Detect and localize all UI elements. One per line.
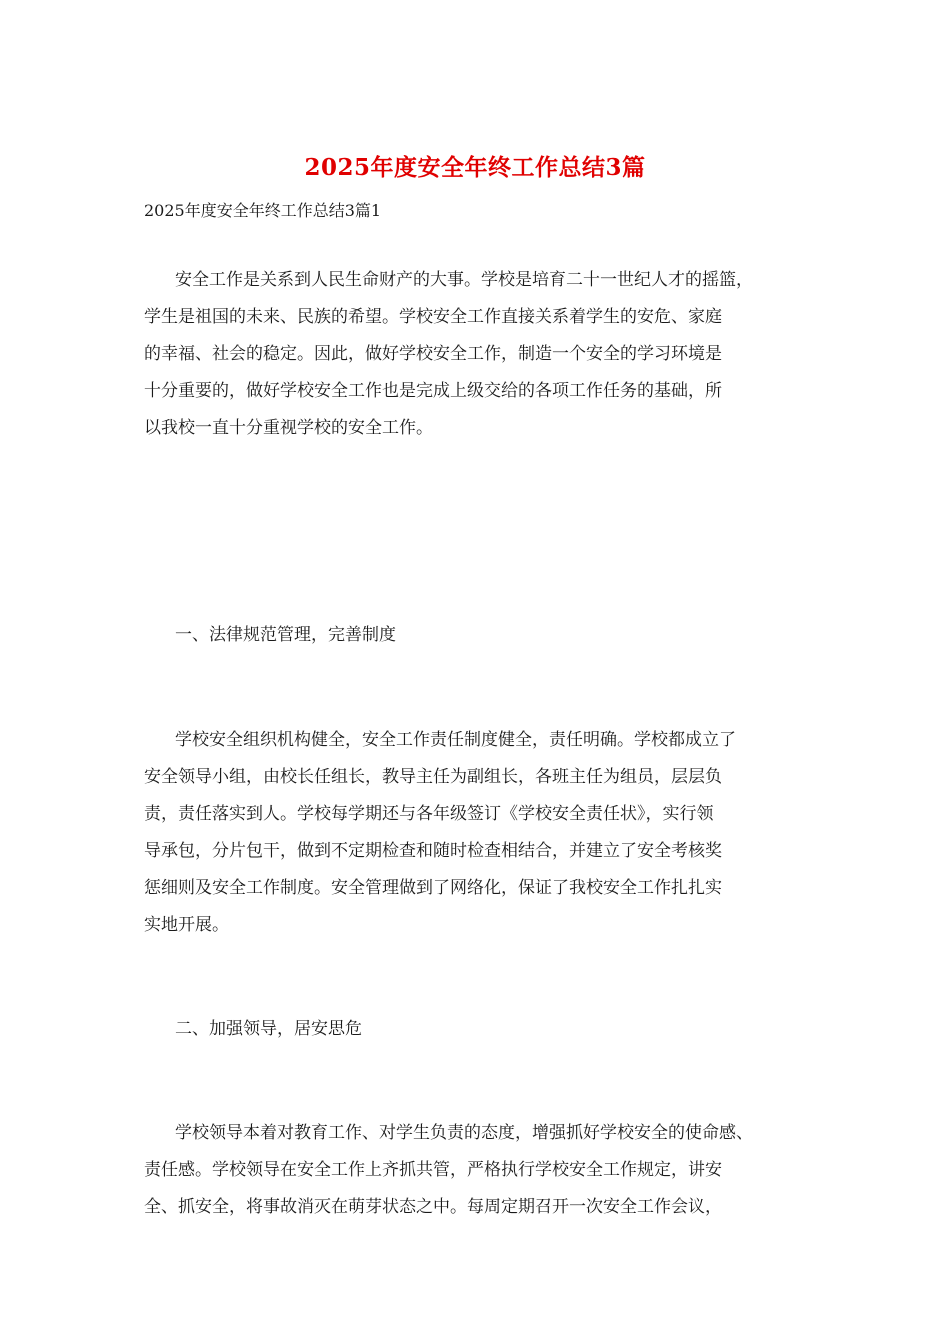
intro-paragraph (144, 262, 824, 447)
paragraph-line: 学校领导本着对教育工作、对学生负责的态度，增强抓好学校安全的使命感、 (175, 1123, 753, 1143)
paragraph-line: 十分重要的，做好学校安全工作也是完成上级交给的各项工作任务的基础，所 (144, 381, 722, 401)
paragraph-line: 安全领导小组，由校长任组长，教导主任为副组长，各班主任为组员，层层负 (144, 767, 722, 787)
section-heading-2: 二、加强领导，居安思危 (175, 1019, 362, 1039)
paragraph-line: 责任感。学校领导在安全工作上齐抓共管，严格执行学校安全工作规定，讲安 (144, 1160, 722, 1180)
section1-paragraph (144, 722, 824, 944)
paragraph-line: 惩细则及安全工作制度。安全管理做到了网络化，保证了我校安全工作扎扎实 (144, 878, 722, 898)
paragraph-line: 学校安全组织机构健全，安全工作责任制度健全，责任明确。学校都成立了 (175, 730, 736, 750)
section2-paragraph (144, 1115, 824, 1226)
paragraph-line: 导承包，分片包干，做到不定期检查和随时检查相结合，并建立了安全考核奖 (144, 841, 722, 861)
paragraph-line: 全、抓安全，将事故消灭在萌芽状态之中。每周定期召开一次安全工作会议， (144, 1197, 722, 1217)
section-heading-1: 一、法律规范管理，完善制度 (175, 625, 396, 645)
paragraph-line: 实地开展。 (144, 915, 229, 935)
paragraph-line: 以我校一直十分重视学校的安全工作。 (144, 418, 433, 438)
paragraph-line: 学生是祖国的未来、民族的希望。学校安全工作直接关系着学生的安危、家庭 (144, 307, 722, 327)
paragraph-line: 的幸福、社会的稳定。因此，做好学校安全工作，制造一个安全的学习环境是 (144, 344, 722, 364)
document-title: 2025年度安全年终工作总结3篇 (304, 154, 646, 181)
document-subtitle: 2025年度安全年终工作总结3篇1 (144, 201, 382, 220)
paragraph-line: 安全工作是关系到人民生命财产的大事。学校是培育二十一世纪人才的摇篮， (175, 270, 753, 290)
paragraph-line: 责，责任落实到人。学校每学期还与各年级签订《学校安全责任状》，实行领 (144, 804, 714, 824)
